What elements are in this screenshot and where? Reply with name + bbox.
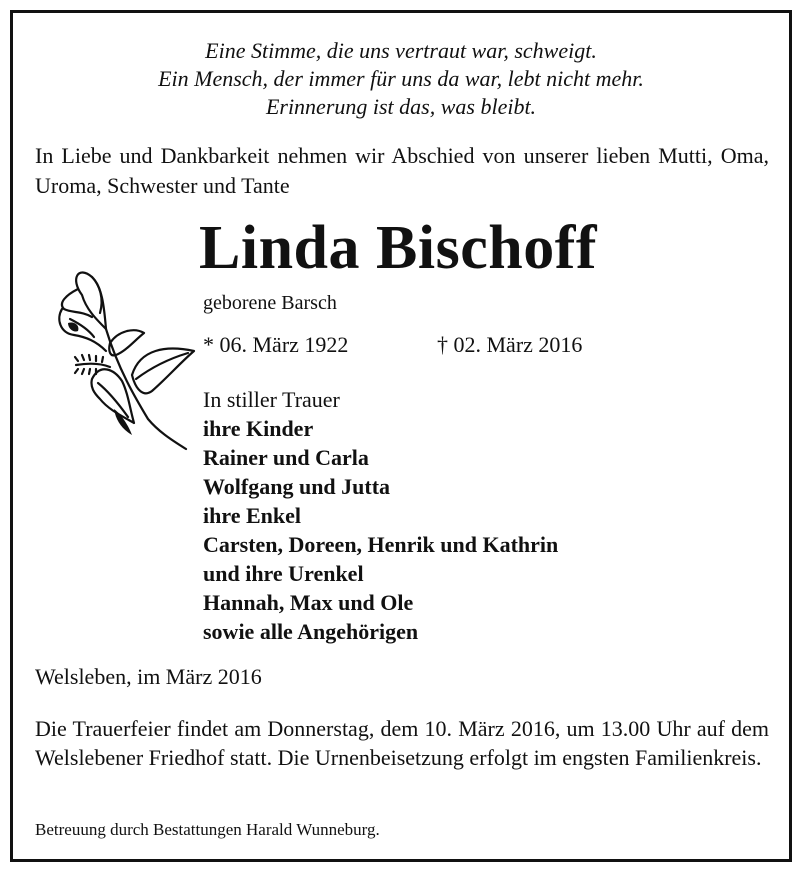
mourner-line: sowie alle Angehörigen <box>203 619 419 644</box>
poem-line: Ein Mensch, der immer für uns da war, lebt nicht mehr. <box>158 66 644 91</box>
birth-date: * 06. März 1922 <box>203 332 349 357</box>
memorial-poem <box>13 37 789 121</box>
mourner-line: und ihre Urenkel <box>203 561 364 586</box>
poem-line: Eine Stimme, die uns vertraut war, schweigt. <box>205 38 597 63</box>
mourner-line: Hannah, Max und Ole <box>203 590 414 615</box>
deceased-name: Linda Bischoff <box>199 214 598 282</box>
mourner-line: ihre Enkel <box>203 503 302 528</box>
funeral-service-info: Die Trauerfeier findet am Donnerstag, dem 10. März 2016, um 13.00 Uhr auf dem Welslebener Friedhof statt. Die Urnenbeisetzung erfolgt im engsten Familienkreis. <box>35 716 769 770</box>
calla-lily-icon <box>48 259 198 459</box>
mourners-heading: In stiller Trauer <box>203 387 340 412</box>
obituary-notice <box>10 10 792 862</box>
mourner-line: ihre Kinder <box>203 416 314 441</box>
death-date: † 02. März 2016 <box>437 332 583 357</box>
mourner-line: Wolfgang und Jutta <box>203 474 391 499</box>
mourners-list <box>203 385 558 646</box>
mourner-line: Carsten, Doreen, Henrik und Kathrin <box>203 532 559 557</box>
funeral-home-credit: Betreuung durch Bestattungen Harald Wunneburg. <box>35 820 380 839</box>
maiden-name: geborene Barsch <box>203 292 337 314</box>
poem-line: Erinnerung ist das, was bleibt. <box>265 94 537 119</box>
place-date: Welsleben, im März 2016 <box>35 664 262 689</box>
mourner-line: Rainer und Carla <box>203 445 369 470</box>
intro-text: In Liebe und Dankbarkeit nehmen wir Abschied von unserer lieben Mutti, Oma, Uroma, Schwester und Tante <box>35 143 769 198</box>
